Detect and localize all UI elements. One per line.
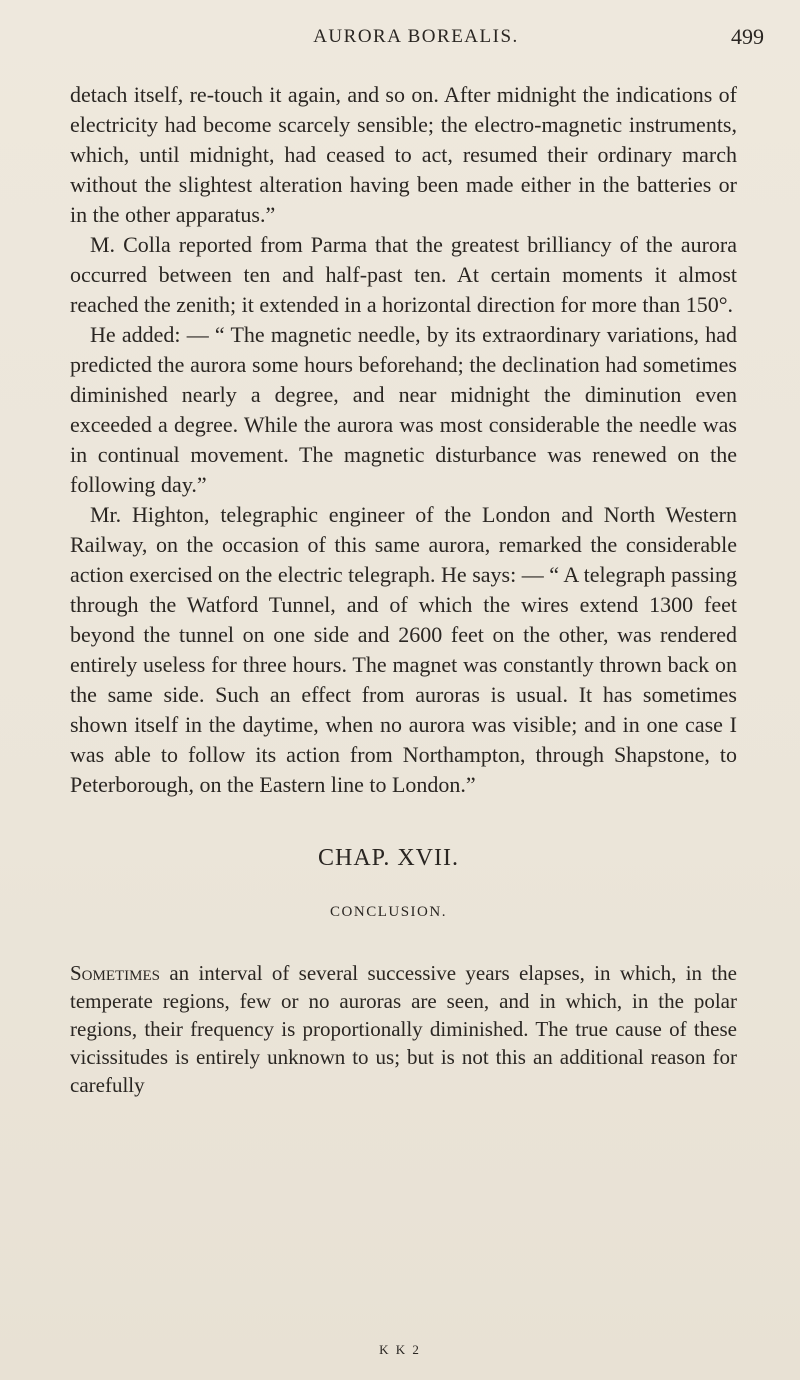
paragraph-3: He added: — “ The magnetic needle, by its extraordinary variations, had predicted the aurora some hours beforehand; the declination had sometimes diminished nearly a degree, and near midnight the diminution even exceeded a degree. While the aurora was most considerable the needle was in continual movement. The magnetic disturbance was renewed on the following day.” [70, 322, 737, 497]
chapter-subtitle: CONCLUSION. [330, 904, 447, 920]
chapter-section [70, 845, 737, 1099]
page-number: 499 [731, 24, 764, 49]
chapter-opening-text: an interval of several successive years elapses, in which, in the temperate regions, few or no auroras are seen, and in which, in the polar regions, their frequency is proportionally diminished. The true cause of these vicissitudes is entirely unknown to us; but is not this an additional reason for carefully [70, 961, 737, 1097]
page-header [96, 24, 764, 56]
running-title: AURORA BOREALIS. [313, 26, 519, 47]
chapter-title: CHAP. XVII. [317, 845, 459, 871]
signature-mark: K K 2 [379, 1342, 421, 1357]
paragraph-1: detach itself, re-touch it again, and so on. After midnight the indications of electricity had become scarcely sensible; the electro-magnetic instruments, which, until midnight, had ceased to act, resumed their ordinary march without the slightest alteration having been made either in the batteries or in the other apparatus.” [70, 82, 737, 227]
chapter-body [70, 959, 737, 1099]
chapter-paragraph [70, 959, 737, 1099]
chapter-opening-word: Sometimes [70, 961, 161, 985]
paragraph-4: Mr. Highton, telegraphic engineer of the London and North Western Railway, on the occasion of this same aurora, remarked the considerable action exercised on the electric telegraph. He says: — “ A telegraph passing through the Watford Tunnel, and of which the wires extend 1300 feet beyond the tunnel on one side and 2600 feet on the other, was rendered entirely useless for three hours. The magnet was constantly thrown back on the same side. Such an effect from auroras is usual. It has sometimes shown itself in the daytime, when no aurora was visible; and in one case I was able to follow its action from Northampton, through Shapstone, to Peterborough, on the Eastern line to London.” [70, 502, 737, 797]
body-text [70, 80, 737, 800]
paragraph-2: M. Colla reported from Parma that the greatest brilliancy of the aurora occurred between ten and half-past ten. At certain moments it almost reached the zenith; it extended in a horizontal direction for more than 150°. [70, 232, 737, 317]
